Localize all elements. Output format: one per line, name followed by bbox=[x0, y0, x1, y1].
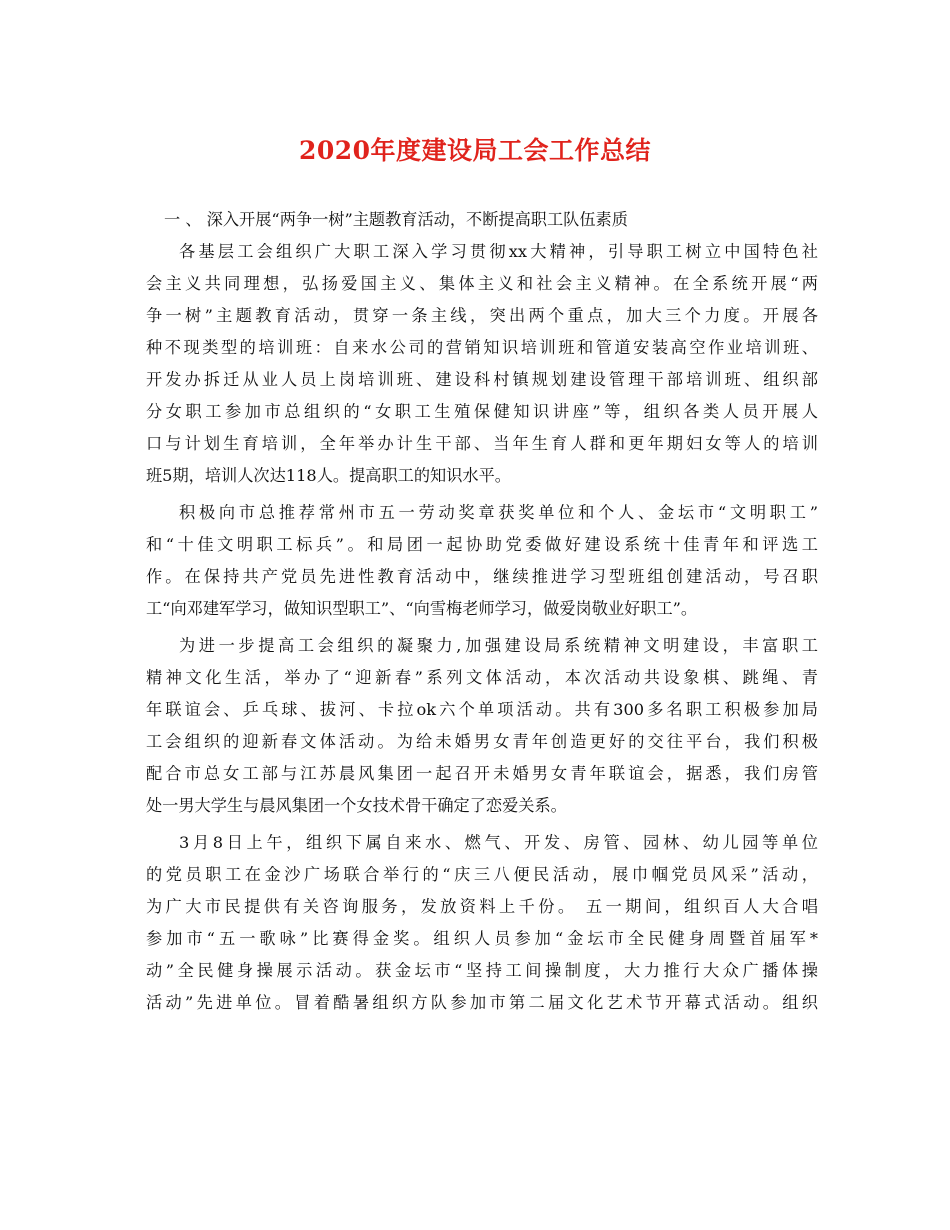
text-line: 种不现类型的培训班：自来水公司的营销知识培训班和管道安装高空作业培训班、 bbox=[146, 338, 818, 357]
section-heading: 一 、 深入开展“两争一树”主题教育活动，不断提高职工队伍素质 bbox=[164, 210, 628, 229]
text-line: 各基层工会组织广大职工深入学习贯彻xx大精神，引导职工树立中国特色社 bbox=[179, 242, 818, 261]
text-line: 争一树”主题教育活动，贯穿一条主线，突出两个重点，加大三个力度。开展各 bbox=[146, 306, 818, 325]
text-line: 参加市“五一歌咏”比赛得金奖。组织人员参加“金坛市全民健身周暨首届军* bbox=[146, 929, 818, 948]
text-line: 的党员职工在金沙广场联合举行的“庆三八便民活动，展巾帼党员风采”活动， bbox=[146, 865, 818, 884]
text-line: 作。在保持共产党员先进性教育活动中，继续推进学习型班组创建活动，号召职 bbox=[146, 567, 818, 586]
text-line: 处一男大学生与晨风集团一个女技术骨干确定了恋爱关系。 bbox=[146, 796, 567, 815]
text-line: 精神文化生活，举办了“迎新春”系列文体活动，本次活动共设象棋、跳绳、青 bbox=[146, 668, 818, 687]
paragraph-4 bbox=[146, 827, 818, 1019]
text-line: 会主义共同理想，弘扬爱国主义、集体主义和社会主义精神。在全系统开展“两 bbox=[146, 274, 818, 293]
paragraph-2 bbox=[146, 497, 818, 625]
text-line: 工“向邓建军学习，做知识型职工”、“向雪梅老师学习，做爱岗敬业好职工”。 bbox=[146, 599, 698, 618]
text-line: 为广大市民提供有关咨询服务，发放资料上千份。 五一期间，组织百人大合唱 bbox=[146, 897, 818, 916]
text-line: 分女职工参加市总组织的“女职工生殖保健知识讲座”等，组织各类人员开展人 bbox=[146, 402, 818, 421]
text-line: 3月8日上午，组织下属自来水、燃气、开发、房管、园林、幼儿园等单位 bbox=[179, 833, 818, 852]
text-line: 活动”先进单位。冒着酷暑组织方队参加市第二届文化艺术节开幕式活动。组织 bbox=[146, 993, 818, 1012]
text-line: 配合市总女工部与江苏晨风集团一起召开未婚男女青年联谊会，据悉，我们房管 bbox=[146, 764, 818, 783]
text-line: 动”全民健身操展示活动。获金坛市“坚持工间操制度，大力推行大众广播体操 bbox=[146, 961, 818, 980]
paragraph-1 bbox=[146, 236, 818, 492]
text-line: 为进一步提高工会组织的凝聚力,加强建设局系统精神文明建设，丰富职工 bbox=[179, 636, 818, 655]
paragraph-3 bbox=[146, 630, 818, 822]
document-body bbox=[146, 204, 818, 1019]
document-title: 2020年度建设局工会工作总结 bbox=[298, 136, 652, 165]
text-line: 积极向市总推荐常州市五一劳动奖章获奖单位和个人、金坛市“文明职工” bbox=[179, 503, 818, 522]
text-line: 口与计划生育培训，全年举办计生干部、当年生育人群和更年期妇女等人的培训 bbox=[146, 434, 818, 453]
text-line: 年联谊会、乒乓球、拔河、卡拉ok六个单项活动。共有300多名职工积极参加局 bbox=[146, 700, 818, 719]
text-line: 开发办拆迁从业人员上岗培训班、建设科村镇规划建设管理干部培训班、组织部 bbox=[146, 370, 818, 389]
text-line: 工会组织的迎新春文体活动。为给未婚男女青年创造更好的交往平台，我们积极 bbox=[146, 732, 818, 751]
text-line: 和“十佳文明职工标兵”。和局团一起协助党委做好建设系统十佳青年和评选工 bbox=[146, 535, 818, 554]
text-line: 班5期，培训人次达118人。提高职工的知识水平。 bbox=[146, 466, 511, 485]
